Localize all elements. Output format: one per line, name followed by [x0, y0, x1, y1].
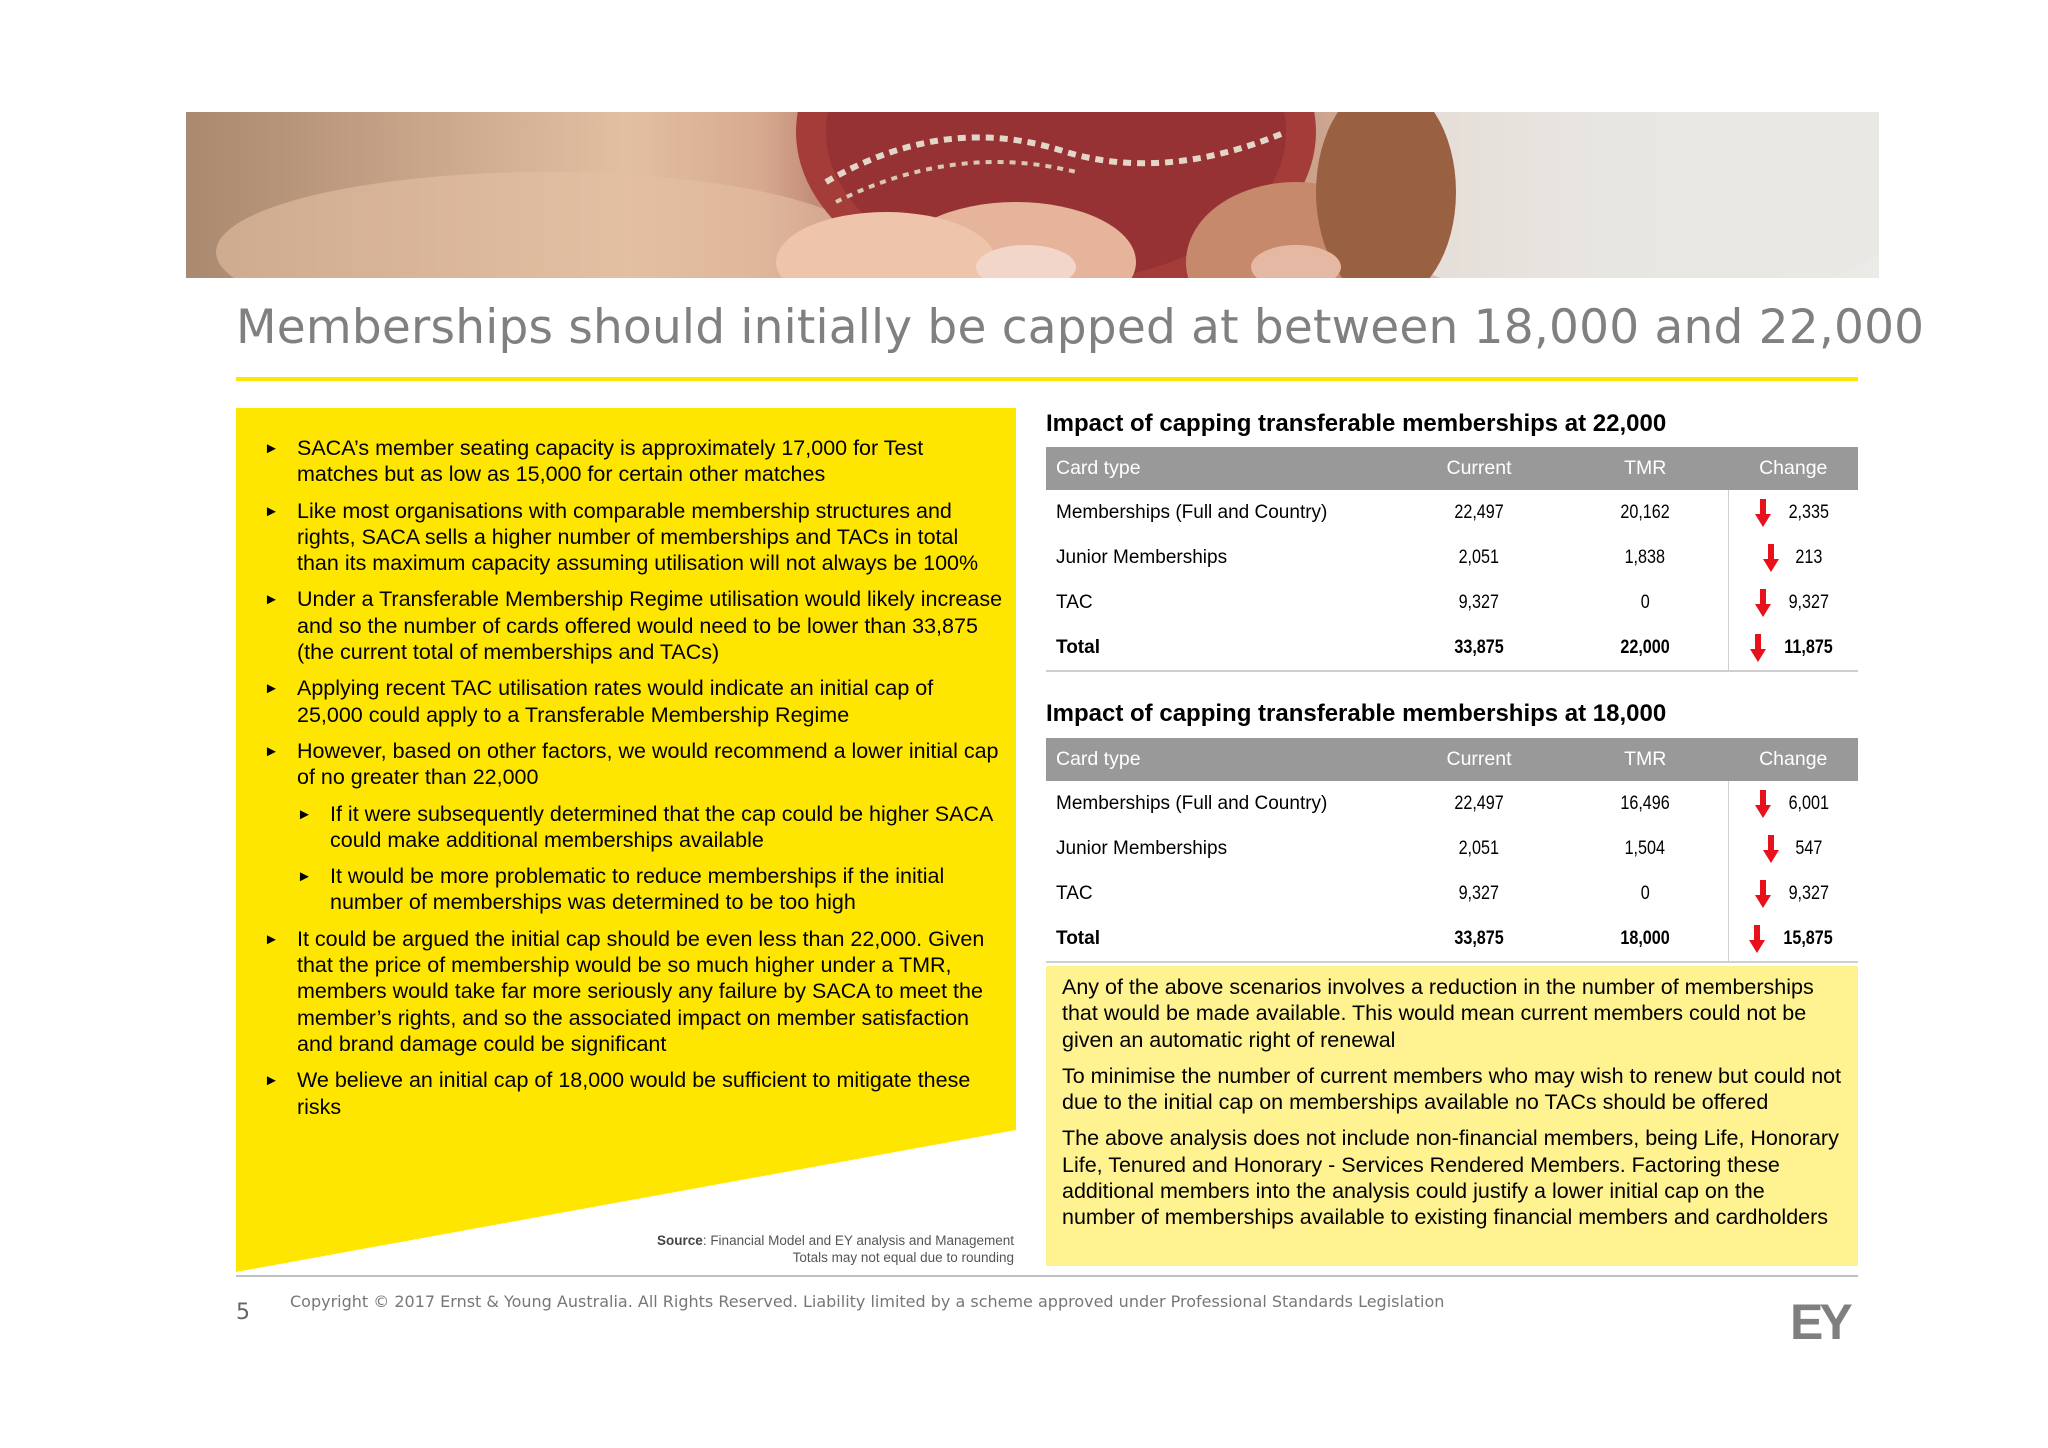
table-total-row: [1046, 625, 1858, 671]
cell-card-type: Total: [1046, 625, 1396, 671]
ey-logo: [1790, 1295, 1860, 1343]
cell-tmr: 1,504: [1624, 837, 1666, 859]
cricket-ball-illustration: [186, 112, 1879, 278]
copyright-text: Copyright © 2017 Ernst & Young Australia. All Rights Reserved. Liability limited by a scheme approved under Professional Standards Legislation: [290, 1292, 1445, 1311]
header-tmr: TMR: [1562, 447, 1729, 490]
table-22000-title: Impact of capping transferable memberships at 22,000: [1046, 410, 1667, 437]
bullet-item: [264, 435, 1004, 488]
cell-current: 2,051: [1458, 837, 1500, 859]
cell-card-type: Junior Memberships: [1056, 546, 1228, 568]
cell-current: 33,875: [1454, 636, 1504, 658]
triangle-right-icon: ►: [264, 1072, 279, 1090]
triangle-right-icon: ►: [264, 930, 279, 948]
cell-current: 33,875: [1454, 927, 1504, 949]
cell-current: 9,327: [1458, 591, 1500, 613]
bullet-text: SACA’s member seating capacity is approximately 17,000 for Test matches but as low as 15,000 for certain other matches: [297, 436, 924, 487]
table-row: [1046, 781, 1858, 826]
down-arrow-icon: [1755, 589, 1771, 617]
header-change: Change: [1729, 447, 1859, 490]
bullet-item: [264, 926, 1004, 1057]
header-tmr: TMR: [1562, 738, 1729, 781]
bullet-text: We believe an initial cap of 18,000 would be sufficient to mitigate these risks: [297, 1068, 971, 1119]
page-number: 5: [236, 1300, 250, 1325]
bullet-item: [264, 498, 1004, 577]
down-arrow-icon: [1755, 790, 1771, 818]
cell-change: 213: [1795, 546, 1822, 568]
table-22000: [1046, 447, 1858, 672]
summary-note-box: [1046, 966, 1858, 1266]
table-row: [1046, 490, 1858, 535]
note-paragraph: Any of the above scenarios involves a reduction in the number of memberships that would be made available. This would mean current members could not be given an automatic right of renewal: [1062, 975, 1814, 1052]
source-text: : Financial Model and EY analysis and Management: [702, 1233, 1014, 1248]
bullet-text: Applying recent TAC utilisation rates would indicate an initial cap of 25,000 could apply to a Transferable Membership Regime: [297, 676, 934, 727]
header-card-type: Card type: [1046, 738, 1396, 781]
cell-card-type: TAC: [1056, 591, 1093, 613]
ey-logo-text: EY: [1790, 1295, 1849, 1343]
table-18000: [1046, 738, 1858, 963]
header-current: Current: [1396, 447, 1562, 490]
cell-tmr: 18,000: [1620, 927, 1670, 949]
cell-change: 11,875: [1784, 636, 1833, 658]
table-row: [1046, 871, 1858, 916]
down-arrow-icon: [1755, 499, 1771, 527]
cell-change: 15,875: [1783, 927, 1834, 949]
cell-change: 547: [1795, 837, 1822, 859]
cell-tmr: 16,496: [1620, 792, 1670, 814]
cell-tmr: 0: [1640, 591, 1650, 613]
down-arrow-icon: [1755, 880, 1771, 908]
table-total-row: [1046, 916, 1858, 962]
cell-tmr: 22,000: [1620, 636, 1670, 658]
triangle-right-icon: ►: [264, 502, 279, 520]
down-arrow-icon: [1749, 925, 1765, 953]
bullet-text: Like most organisations with comparable membership structures and rights, SACA sells a higher number of memberships and TACs in total than its maximum capacity assuming utilisation will not always be 100%: [297, 498, 979, 576]
triangle-right-icon: ►: [264, 742, 279, 760]
hero-image: [186, 112, 1879, 278]
source-note: [560, 1232, 1014, 1266]
sub-bullet-item: [297, 863, 1004, 916]
triangle-right-icon: ►: [297, 805, 312, 823]
cell-card-type: Total: [1046, 916, 1396, 962]
rounding-note: Totals may not equal due to rounding: [792, 1250, 1014, 1265]
bullet-text: It could be argued the initial cap should be even less than 22,000. Given that the price of membership would be so much higher under a TMR, members would take far more seriously any failure by SACA to meet the member’s rights, and so the associated impact on member satisfaction and brand damage could be significant: [297, 926, 985, 1056]
note-paragraph: The above analysis does not include non-financial members, being Life, Honorary Life, Tenured and Honorary - Services Rendered Members. Factoring these additional members into the analysis could justify a lower initial cap on the number of memberships available to existing financial members and cardholders: [1062, 1126, 1839, 1230]
cell-card-type: Memberships (Full and Country): [1056, 792, 1328, 814]
bullet-text: It would be more problematic to reduce memberships if the initial number of memberships was determined to be too high: [330, 864, 945, 915]
cell-change: 2,335: [1788, 501, 1829, 523]
bullet-text: If it were subsequently determined that the cap could be higher SACA could make additional memberships available: [330, 801, 993, 852]
bullet-text: However, based on other factors, we would recommend a lower initial cap of no greater than 22,000: [297, 738, 999, 790]
page-title: Memberships should initially be capped at between 18,000 and 22,000: [236, 300, 1925, 355]
cell-card-type: Junior Memberships: [1056, 837, 1228, 859]
cell-tmr: 0: [1640, 882, 1650, 904]
cell-change: 9,327: [1788, 591, 1829, 613]
footer-divider: [236, 1275, 1858, 1277]
bullet-item: [264, 675, 1004, 728]
down-arrow-icon: [1750, 634, 1766, 662]
header-current: Current: [1396, 738, 1562, 781]
bullet-list: [264, 435, 1004, 1130]
cell-tmr: 20,162: [1620, 501, 1670, 523]
triangle-right-icon: ►: [297, 868, 312, 886]
bullet-item: [264, 586, 1004, 665]
triangle-right-icon: ►: [264, 440, 279, 457]
header-change: Change: [1729, 738, 1859, 781]
bullet-item: [264, 738, 1004, 791]
table-row: [1046, 580, 1858, 625]
cell-change: 9,327: [1788, 882, 1829, 904]
sub-bullet-item: [297, 801, 1004, 854]
cell-current: 22,497: [1454, 501, 1504, 523]
cell-current: 9,327: [1458, 882, 1500, 904]
table-row: [1046, 535, 1858, 580]
triangle-right-icon: ►: [264, 680, 279, 698]
cell-current: 22,497: [1454, 792, 1504, 814]
bullet-item: [264, 1067, 1004, 1120]
down-arrow-icon: [1763, 544, 1779, 572]
table-18000-title: Impact of capping transferable memberships at 18,000: [1046, 700, 1667, 727]
triangle-right-icon: ►: [264, 591, 279, 609]
bullet-text: Under a Transferable Membership Regime utilisation would likely increase and so the number of cards offered would need to be lower than 33,875 (the current total of memberships and TACs): [297, 587, 1003, 665]
title-underline: [236, 377, 1858, 381]
cell-card-type: TAC: [1056, 882, 1093, 904]
table-row: [1046, 826, 1858, 871]
header-card-type: Card type: [1046, 447, 1396, 490]
cell-card-type: Memberships (Full and Country): [1056, 501, 1328, 523]
cell-tmr: 1,838: [1624, 546, 1666, 568]
source-label: Source: [657, 1233, 703, 1248]
down-arrow-icon: [1763, 835, 1779, 863]
cell-current: 2,051: [1458, 546, 1500, 568]
note-paragraph: To minimise the number of current members who may wish to renew but could not due to the initial cap on memberships available no TACs should be offered: [1062, 1063, 1842, 1115]
cell-change: 6,001: [1788, 792, 1829, 814]
